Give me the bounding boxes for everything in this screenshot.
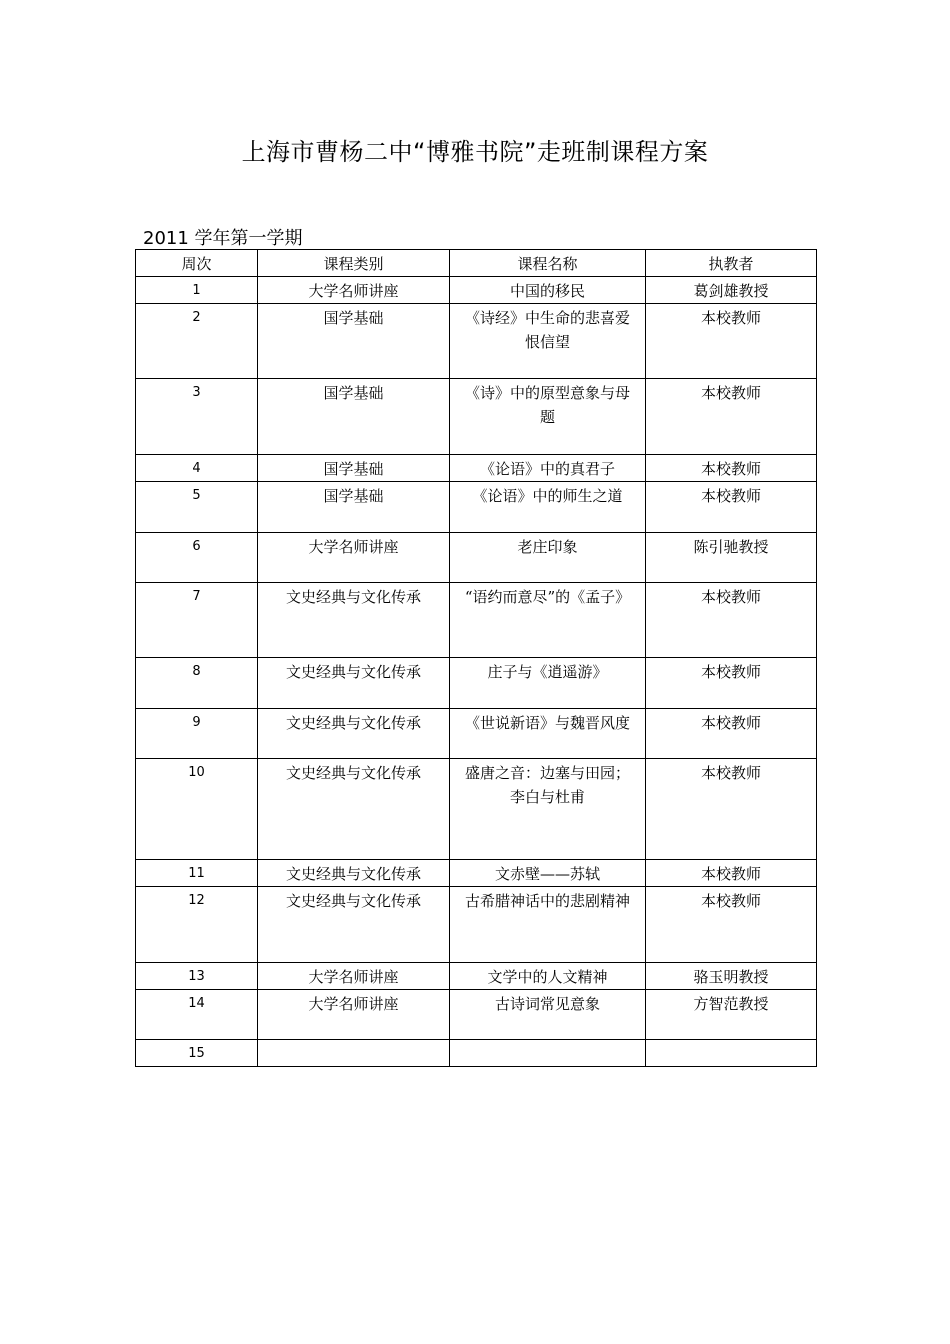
course-cell: 《诗经》中生命的悲喜爱恨信望 <box>450 304 646 379</box>
teacher-cell: 本校教师 <box>646 709 817 759</box>
course-cell: 文赤壁——苏轼 <box>450 860 646 887</box>
teacher-cell: 葛剑雄教授 <box>646 277 817 304</box>
table-row <box>136 533 817 583</box>
teacher-cell: 陈引驰教授 <box>646 533 817 583</box>
header-category: 课程类别 <box>258 250 450 277</box>
week-cell: 12 <box>136 887 258 963</box>
course-cell: 盛唐之音：边塞与田园；李白与杜甫 <box>450 759 646 860</box>
teacher-cell: 本校教师 <box>646 658 817 709</box>
category-cell <box>258 1040 450 1067</box>
week-cell: 8 <box>136 658 258 709</box>
week-cell: 10 <box>136 759 258 860</box>
course-cell: 《诗》中的原型意象与母题 <box>450 379 646 455</box>
category-cell: 文史经典与文化传承 <box>258 860 450 887</box>
table-row <box>136 482 817 533</box>
week-cell: 4 <box>136 455 258 482</box>
category-cell: 国学基础 <box>258 455 450 482</box>
course-schedule-table <box>135 249 817 1067</box>
week-cell: 7 <box>136 583 258 658</box>
category-cell: 文史经典与文化传承 <box>258 709 450 759</box>
week-cell: 3 <box>136 379 258 455</box>
table-row <box>136 658 817 709</box>
category-cell: 文史经典与文化传承 <box>258 887 450 963</box>
course-cell: 古希腊神话中的悲剧精神 <box>450 887 646 963</box>
week-cell: 2 <box>136 304 258 379</box>
course-cell: 《论语》中的真君子 <box>450 455 646 482</box>
page-title: 上海市曹杨二中“博雅书院”走班制课程方案 <box>241 138 709 166</box>
header-course: 课程名称 <box>450 250 646 277</box>
course-cell: 《世说新语》与魏晋风度 <box>450 709 646 759</box>
course-cell: 文学中的人文精神 <box>450 963 646 990</box>
teacher-cell: 本校教师 <box>646 379 817 455</box>
teacher-cell: 本校教师 <box>646 583 817 658</box>
category-cell: 文史经典与文化传承 <box>258 759 450 860</box>
course-cell: 《论语》中的师生之道 <box>450 482 646 533</box>
course-cell: 老庄印象 <box>450 533 646 583</box>
table-row <box>136 304 817 379</box>
table-row <box>136 277 817 304</box>
teacher-cell: 本校教师 <box>646 759 817 860</box>
header-week: 周次 <box>136 250 258 277</box>
table-row <box>136 709 817 759</box>
week-cell: 11 <box>136 860 258 887</box>
teacher-cell: 本校教师 <box>646 304 817 379</box>
teacher-cell <box>646 1040 817 1067</box>
course-cell: “语约而意尽”的《孟子》 <box>450 583 646 658</box>
course-cell: 中国的移民 <box>450 277 646 304</box>
week-cell: 9 <box>136 709 258 759</box>
category-cell: 文史经典与文化传承 <box>258 583 450 658</box>
teacher-cell: 骆玉明教授 <box>646 963 817 990</box>
category-cell: 国学基础 <box>258 379 450 455</box>
category-cell: 大学名师讲座 <box>258 990 450 1040</box>
category-cell: 大学名师讲座 <box>258 533 450 583</box>
category-cell: 国学基础 <box>258 304 450 379</box>
teacher-cell: 本校教师 <box>646 887 817 963</box>
teacher-cell: 方智范教授 <box>646 990 817 1040</box>
table-row <box>136 759 817 860</box>
category-cell: 大学名师讲座 <box>258 963 450 990</box>
table-row <box>136 990 817 1040</box>
week-cell: 13 <box>136 963 258 990</box>
semester-label: 2011 学年第一学期 <box>143 228 303 249</box>
week-cell: 6 <box>136 533 258 583</box>
table-row <box>136 1040 817 1067</box>
table-row <box>136 887 817 963</box>
table-header-row <box>136 250 817 277</box>
table-row <box>136 963 817 990</box>
course-cell: 庄子与《逍遥游》 <box>450 658 646 709</box>
table-row <box>136 455 817 482</box>
header-teacher: 执教者 <box>646 250 817 277</box>
course-cell: 古诗词常见意象 <box>450 990 646 1040</box>
table-row <box>136 379 817 455</box>
category-cell: 国学基础 <box>258 482 450 533</box>
table-row <box>136 583 817 658</box>
teacher-cell: 本校教师 <box>646 482 817 533</box>
teacher-cell: 本校教师 <box>646 860 817 887</box>
week-cell: 15 <box>136 1040 258 1067</box>
teacher-cell: 本校教师 <box>646 455 817 482</box>
table-row <box>136 860 817 887</box>
week-cell: 5 <box>136 482 258 533</box>
category-cell: 文史经典与文化传承 <box>258 658 450 709</box>
category-cell: 大学名师讲座 <box>258 277 450 304</box>
week-cell: 1 <box>136 277 258 304</box>
course-cell <box>450 1040 646 1067</box>
week-cell: 14 <box>136 990 258 1040</box>
